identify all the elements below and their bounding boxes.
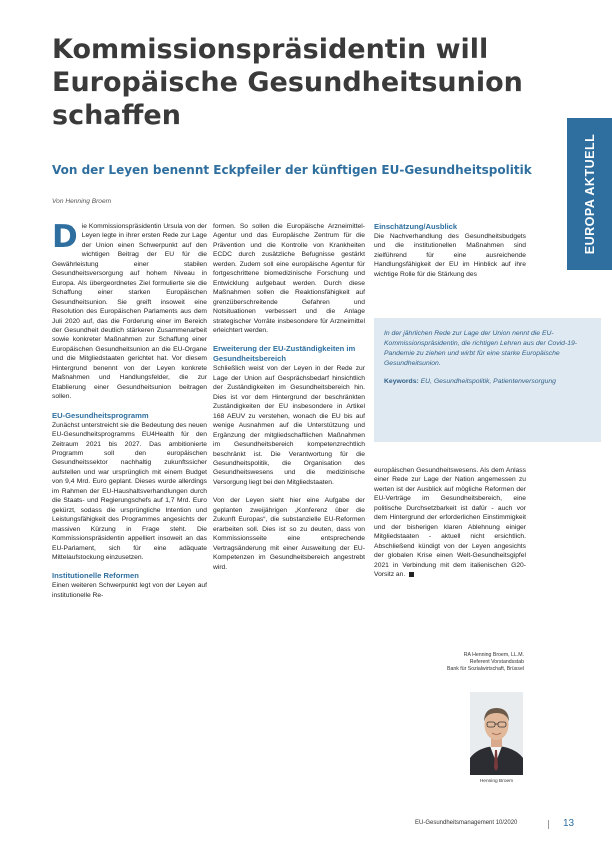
keywords [384,377,587,387]
paragraph: formen. So sollen die Europäische Arzneimittel-Agentur und das Europäische Zentrum für die Prävention und die Kontrolle von Krankheiten ECDC durch zusätzliche Befugnisse gestärkt werden. Zudem soll eine europäische Agentur für fortgeschrittene biomedizinische Forschung und Entwicklung aufgebaut werden. Durch diese Maßnahmen sollen die Reaktionsfähigkeit auf grenzüberschreitende Gefahren und Notsituationen verbessert und die Anlage strategischer Vorräte insbesondere für Arzneimittel erleichtert werden. [213,223,365,334]
teaser-box [374,318,601,442]
author-organization: Bank für Sozialwirtschaft, Brüssel [447,666,524,673]
teaser-quote: In der jährlichen Rede zur Lage der Union nennt die EU-Kommissionspräsidentin, die richtigen Lehren aus der Covid-19-Pandemie zu ziehen und wirbt für eine starke Europäische Gesundheitsunion. [384,330,578,367]
section-tab [567,118,612,270]
author-portrait-image [470,692,523,775]
paragraph: Schließlich weist von der Leyen in der Rede zur Lage der Union auf Gesprächsbedarf hinsichtlich der Zuständigkeiten im Gesundheitsbereich hin. Dies ist vor dem Hintergrund der beschränkten Zuständigkeiten der EU insbesondere in Artikel 168 AEUV zu verstehen, wonach die EU bis auf wenige Ausnahmen auf die Unterstützung und Ergänzung der mitgliedschaftlichen Maßnahmen im Gesundheitsbereich kompetenzrechtlich beschränkt ist. Die Verantwortung für die Gesundheitspolitik, die Organisation des Gesundheitswesens und die medizinische Versorgung liegt bei den Mitgliedstaaten. [213,365,365,486]
section-heading: EU-Gesundheitsprogramm [52,410,149,420]
end-of-article-mark [409,572,414,577]
author-name: RA Henning Broem, LL.M. [463,652,524,658]
page-number: 13 [563,818,575,829]
article-subtitle: Von der Leyen benennt Eckpfeiler der künftigen EU-Gesundheitspolitik [52,163,532,177]
paragraph: Die Nachverhandlung des Gesundheitsbudgets und die institutionellen Maßnahmen sind zielführend für eine ausreichende Handlungsfähigkeit der EU im Hinblick auf ihre wichtige Rolle für die Stärkung des [374,233,526,278]
photo-caption: Henning Broem [479,779,514,784]
keywords-label: Keywords: [384,378,419,385]
paragraph: Von der Leyen sieht hier eine Aufgabe der geplanten zweijährigen „Konferenz über die Zukunft Europas“, die substanzielle EU-Reformen erarbeiten soll. Dies ist so zu deuten, dass von Kommissionsseite eine entsprechende Vertragsänderung mit einer Ausweitung der EU-Kompetenzen im Gesundheitsbereich angestrebt wird. [213,497,365,571]
section-tab-label: EUROPA AKTUELL [582,133,597,255]
keywords-value: EU, Gesundheitspolitik, Patientenversorgung [420,378,556,385]
paragraph: europäischen Gesundheitswesens. Als dem Anlass einer Rede zur Lage der Nation angemessen zu werten ist der Ausblick auf mögliche Reformen der EU-Verträge im Gesundheitsbereich, eine politische Durchsetzbarkeit ist dafür - auch vor dem Hintergrund der erforderlichen Einstimmigkeit und der bisherigen klaren Ablehnung einiger Mitgliedstaaten - aktuell nicht ersichtlich. Abschließend kündigt von der Leyen angesichts der globalen Krise einen Welt-Gesundheitsgipfel 2021 in Verbindung mit dem italienischen G20-Vorsitz an. [374,467,526,578]
paragraph: Einen weiteren Schwerpunkt legt von der Leyen auf institutionelle Re- [52,582,207,599]
author-role: Referent Vorstandsstab [469,659,524,666]
section-heading: Erweiterung der EU-Zuständigkeiten im Gesundheitsbereich [213,344,356,364]
author-line: Von Henning Broem [52,198,112,205]
footer-divider [548,820,549,829]
column-1 [52,219,207,600]
column-2 [213,222,365,572]
footer-journal: EU-Gesundheitsmanagement 10/2020 [415,820,518,826]
paragraph: Zunächst unterstreicht sie die Bedeutung des neuen EU-Gesundheitsprogramms EU4Health für den Zeitraum 2021 bis 2027. Das ambitionierte Programm soll den europäischen Gesundheitssektor nachhaltig zukunftssicher aufstellen und war ursprünglich mit einem Budget von 9,4 Mrd. Euro geplant. Dieses wurde allerdings im Rahmen der EU-Haushaltsverhandlungen durch die Staats- und Regierungschefs auf 1,7 Mrd. Euro gekürzt, sodass die ursprüngliche Intention und Leistungsfähigkeit des Programmes angesichts der massiven Kürzung in Frage steht. Die Kommissionspräsidentin appelliert insoweit an das EU-Parlament, sich für eine adäquate Mittelaufstockung einzusetzen. [52,421,207,561]
column-3 [374,222,526,279]
section-heading: Institutionelle Reformen [52,571,139,581]
article-title: Kommissionspräsidentin will Europäische Gesundheitsunion schaffen [52,34,523,131]
section-heading: Einschätzung/Ausblick [374,222,458,231]
paragraph: ie Kommissionspräsidentin Ursula von der Leyen legte in ihrer ersten Rede zur Lage der Union einen Schwerpunkt auf den wichtigen Beitrag der EU für die Gewährleistung einer stabilen Gesundheitsversorgung auf hohem Niveau in Europa. Als übergeordnetes Ziel formulierte sie die Schaffung einer starken Europäischen Gesundheitsunion. Sie greift insoweit eine Resolution des Europäischen Parlaments aus dem Juli 2020 auf, das die Forderung einer im Bereich der Gesundheit deutlich stärkeren Zusammenarbeit sowie konkreter Maßnahmen zur Schaffung einer Europäischen Gesundheitsunion an die EU-Organe und die Mitgliedstaaten gerichtet hat. Vor diesem Hintergrund benennt von der Leyen konkrete Maßnahmen und Handlungsfelder, die zur Etablierung einer Gesundheitsunion beitragen sollen. [52,223,207,401]
author-photo [470,692,523,775]
column-3-continued [374,466,526,579]
author-bio [400,652,524,674]
drop-cap: D [52,219,78,255]
